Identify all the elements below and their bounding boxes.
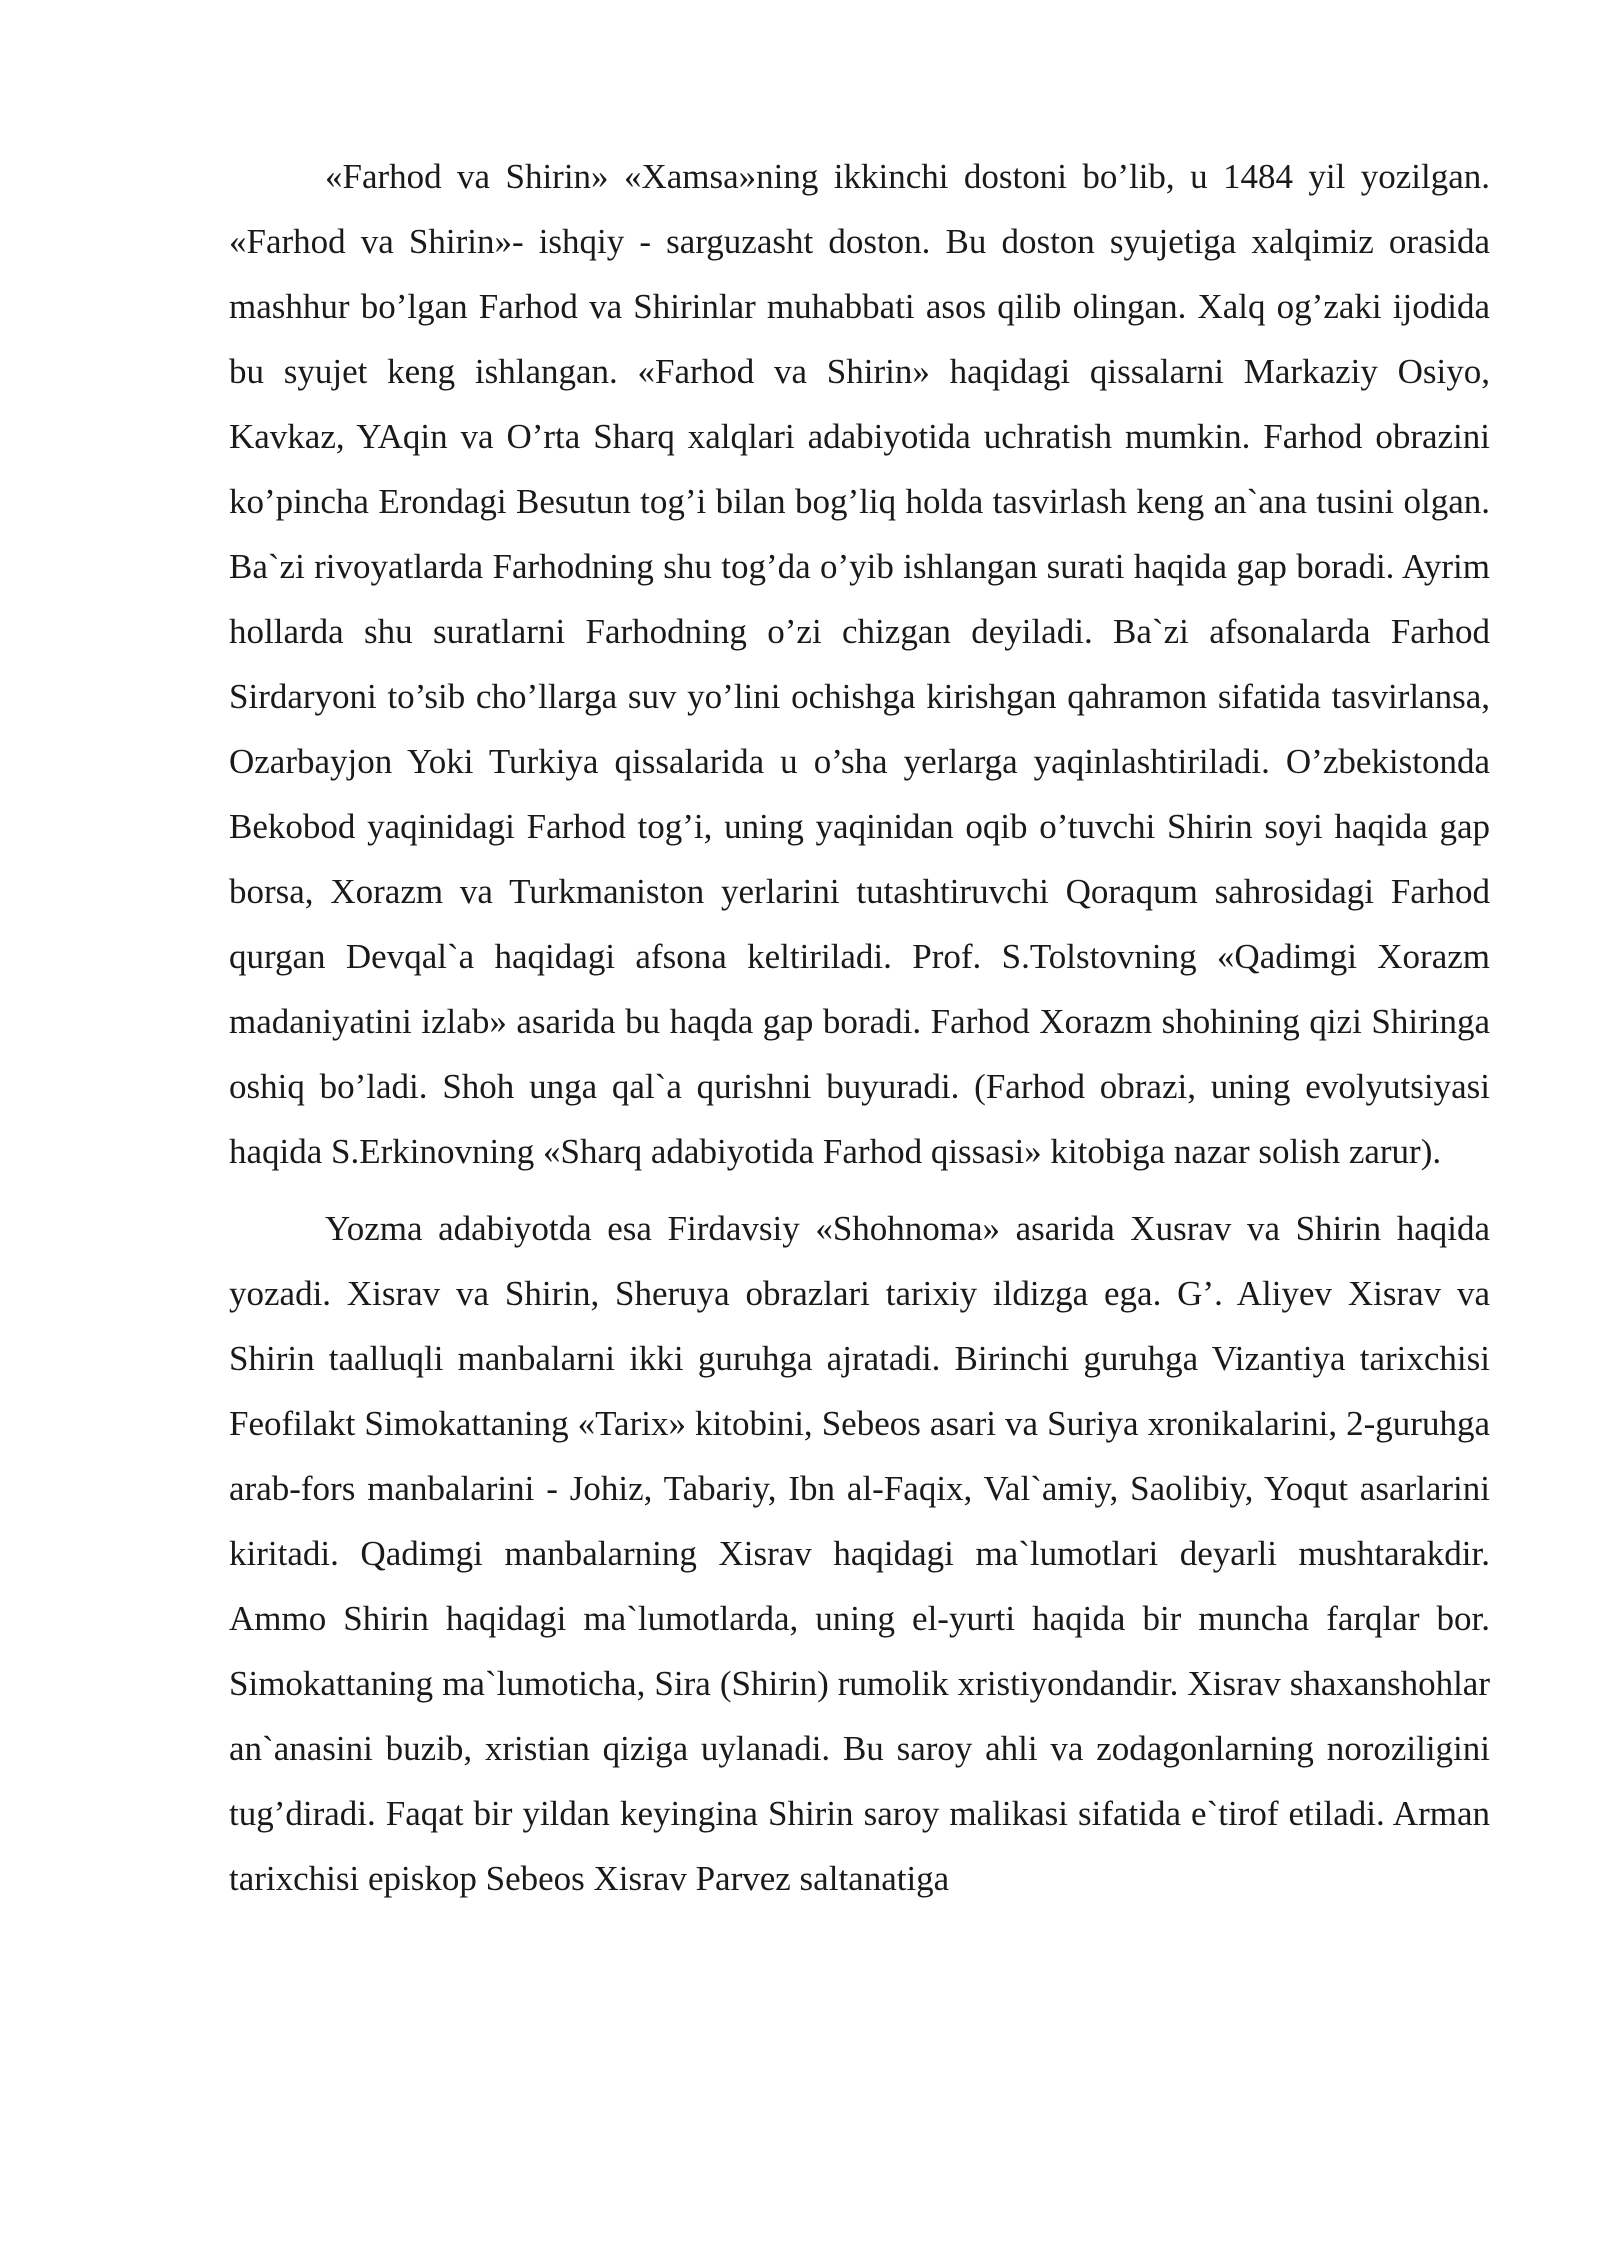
paragraph-farhod-va-shirin: «Farhod va Shirin» «Xamsa»ning ikkinchi dostoni bo’lib, u 1484 yil yozilgan. «Farhod va Shirin»- ishqiy - sarguzasht doston. Bu doston syujetiga xalqimiz orasida mashhur bo’lgan Farhod va Shirinlar muhabbati asos qilib olingan. Xalq og’zaki ijodida bu syujet keng ishlangan. «Farhod va Shirin» haqidagi qissalarni Markaziy Osiyo, Kavkaz, YAqin va O’rta Sharq xalqlari adabiyotida uchratish mumkin. Farhod obrazini ko’pincha Erondagi Besutun tog’i bilan bog’liq holda tasvirlash keng an`ana tusini olgan. Ba`zi rivoyatlarda Farhodning shu tog’da o’yib ishlangan surati haqida gap boradi. Ayrim hollarda shu suratlarni Farhodning o’zi chizgan deyiladi. Ba`zi afsonalarda Farhod Sirdaryoni to’sib cho’llarga suv yo’lini ochishga kirishgan qahramon sifatida tasvirlansa, Ozarbayjon Yoki Turkiya qissalarida u o’sha yerlarga yaqinlashtiriladi. O’zbekistonda Bekobod yaqinidagi Farhod tog’i, uning yaqinidan oqib o’tuvchi Shirin soyi haqida gap borsa, Xorazm va Turkmaniston yerlarini tutashtiruvchi Qoraqum sahrosidagi Farhod qurgan Devqal`a haqidagi afsona keltiriladi. Prof. S.Tolstovning «Qadimgi Xorazm madaniyatini izlab» asarida bu haqda gap boradi. Farhod Xorazm shohining qizi Shiringa oshiq bo’ladi. Shoh unga qal`a qurishni buyuradi. (Farhod obrazi, uning evolyutsiyasi haqida S.Erkinovning «Sharq adabiyotida Farhod qissasi» kitobiga nazar solish zarur). (229, 157, 1490, 1171)
document-page (229, 144, 1490, 1911)
paragraph-yozma-adabiyot: Yozma adabiyotda esa Firdavsiy «Shohnoma» asarida Xusrav va Shirin haqida yozadi. Xisrav va Shirin, Sheruya obrazlari tarixiy ildizga ega. G’. Aliyev Xisrav va Shirin taalluqli manbalarni ikki guruhga ajratadi. Birinchi guruhga Vizantiya tarixchisi Feofilakt Simokattaning «Tarix» kitobini, Sebeos asari va Suriya xronikalarini, 2-guruhga arab-fors manbalarini - Johiz, Tabariy, Ibn al-Faqix, Val`amiy, Saolibiy, Yoqut asarlarini kiritadi. Qadimgi manbalarning Xisrav haqidagi ma`lumotlari deyarli mushtarakdir. Ammo Shirin haqidagi ma`lumotlarda, uning el-yurti haqida bir muncha farqlar bor. Simokattaning ma`lumoticha, Sira (Shirin) rumolik xristiyondandir. Xisrav shaxanshohlar an`anasini buzib, xristian qiziga uylanadi. Bu saroy ahli va zodagonlarning noroziligini tug’diradi. Faqat bir yildan keyingina Shirin saroy malikasi sifatida e`tirof etiladi. Arman tarixchisi episkop Sebeos Xisrav Parvez saltanatiga (229, 1209, 1490, 1898)
